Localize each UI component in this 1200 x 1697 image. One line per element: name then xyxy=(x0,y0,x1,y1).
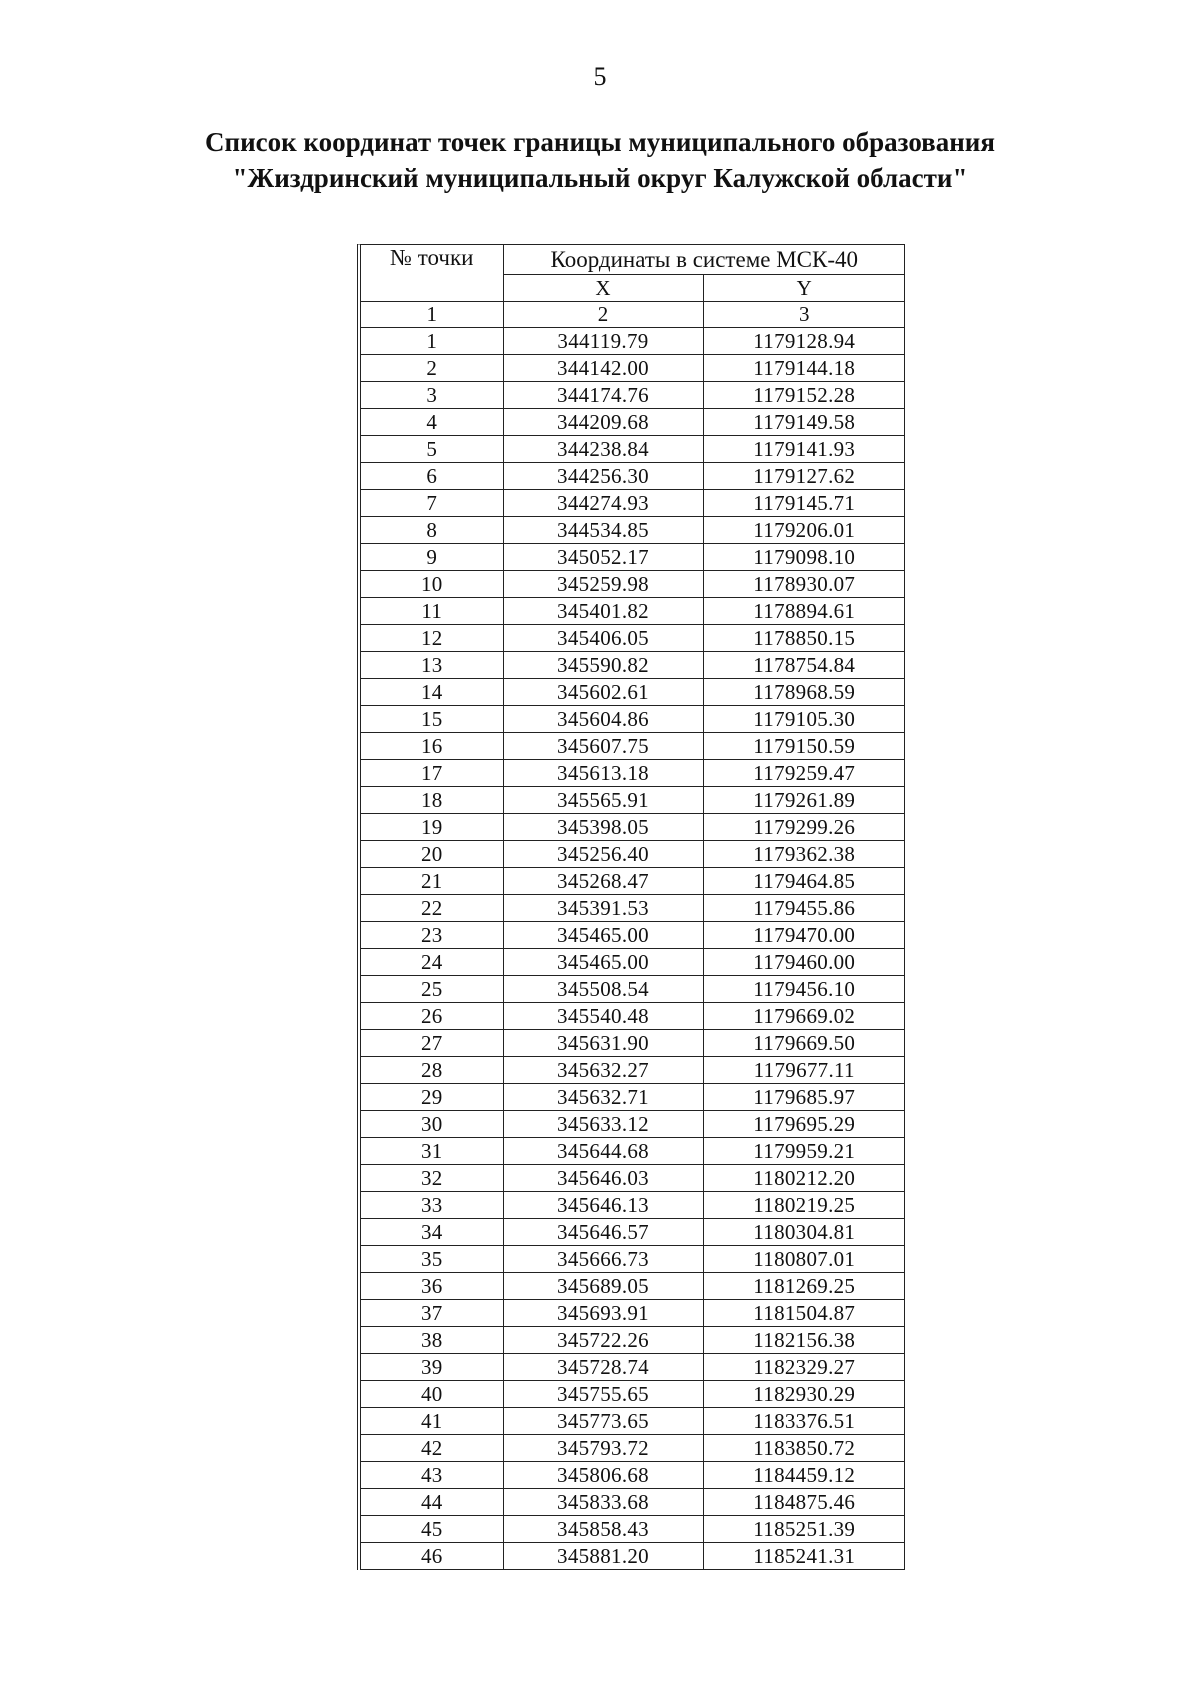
table-row xyxy=(361,598,905,625)
y-coordinate-cell: 1179141.93 xyxy=(703,436,905,463)
point-number-cell: 16 xyxy=(361,733,503,760)
point-number-cell: 45 xyxy=(361,1516,503,1543)
y-coordinate-cell: 1179362.38 xyxy=(703,841,905,868)
column-number-3: 3 xyxy=(703,302,905,328)
point-number-cell: 14 xyxy=(361,679,503,706)
point-number-cell: 7 xyxy=(361,490,503,517)
point-number-cell: 1 xyxy=(361,328,503,355)
table-row xyxy=(361,355,905,382)
x-coordinate-cell: 345793.72 xyxy=(503,1435,703,1462)
title-line-2: "Жиздринский муниципальный округ Калужской области" xyxy=(232,163,968,193)
y-coordinate-cell: 1179128.94 xyxy=(703,328,905,355)
table-row xyxy=(361,436,905,463)
x-coordinate-cell: 345540.48 xyxy=(503,1003,703,1030)
point-number-cell: 17 xyxy=(361,760,503,787)
point-number-cell: 11 xyxy=(361,598,503,625)
point-number-cell: 29 xyxy=(361,1084,503,1111)
y-coordinate-cell: 1180807.01 xyxy=(703,1246,905,1273)
x-coordinate-cell: 345631.90 xyxy=(503,1030,703,1057)
y-coordinate-cell: 1178930.07 xyxy=(703,571,905,598)
table-row xyxy=(361,841,905,868)
point-number-cell: 22 xyxy=(361,895,503,922)
x-coordinate-cell: 345391.53 xyxy=(503,895,703,922)
y-coordinate-cell: 1184875.46 xyxy=(703,1489,905,1516)
x-coordinate-cell: 345508.54 xyxy=(503,976,703,1003)
y-coordinate-cell: 1183376.51 xyxy=(703,1408,905,1435)
x-coordinate-cell: 345632.27 xyxy=(503,1057,703,1084)
y-coordinate-cell: 1185241.31 xyxy=(703,1543,905,1570)
table-row xyxy=(361,679,905,706)
table-row xyxy=(361,490,905,517)
table-row xyxy=(361,1138,905,1165)
y-coordinate-cell: 1179669.02 xyxy=(703,1003,905,1030)
y-coordinate-cell: 1178894.61 xyxy=(703,598,905,625)
x-coordinate-cell: 345646.03 xyxy=(503,1165,703,1192)
y-coordinate-cell: 1179127.62 xyxy=(703,463,905,490)
x-coordinate-cell: 345613.18 xyxy=(503,760,703,787)
y-coordinate-cell: 1179206.01 xyxy=(703,517,905,544)
point-number-cell: 8 xyxy=(361,517,503,544)
point-number-cell: 33 xyxy=(361,1192,503,1219)
point-number-cell: 34 xyxy=(361,1219,503,1246)
table-row xyxy=(361,544,905,571)
x-coordinate-cell: 344119.79 xyxy=(503,328,703,355)
y-coordinate-cell: 1179261.89 xyxy=(703,787,905,814)
x-coordinate-cell: 345632.71 xyxy=(503,1084,703,1111)
y-coordinate-cell: 1179677.11 xyxy=(703,1057,905,1084)
y-coordinate-cell: 1179144.18 xyxy=(703,355,905,382)
point-number-cell: 35 xyxy=(361,1246,503,1273)
table-row xyxy=(361,1192,905,1219)
point-number-cell: 44 xyxy=(361,1489,503,1516)
point-number-cell: 25 xyxy=(361,976,503,1003)
x-coordinate-cell: 345755.65 xyxy=(503,1381,703,1408)
y-coordinate-cell: 1179455.86 xyxy=(703,895,905,922)
table-row xyxy=(361,1219,905,1246)
header-y: Y xyxy=(703,275,905,302)
x-coordinate-cell: 345722.26 xyxy=(503,1327,703,1354)
column-number-2: 2 xyxy=(503,302,703,328)
y-coordinate-cell: 1179098.10 xyxy=(703,544,905,571)
title-line-1: Список координат точек границы муниципального образования xyxy=(205,127,995,157)
x-coordinate-cell: 345646.13 xyxy=(503,1192,703,1219)
table-row xyxy=(361,868,905,895)
table-row xyxy=(361,1300,905,1327)
point-number-cell: 2 xyxy=(361,355,503,382)
y-coordinate-cell: 1179152.28 xyxy=(703,382,905,409)
point-number-cell: 6 xyxy=(361,463,503,490)
point-number-cell: 43 xyxy=(361,1462,503,1489)
x-coordinate-cell: 345806.68 xyxy=(503,1462,703,1489)
x-coordinate-cell: 345398.05 xyxy=(503,814,703,841)
y-coordinate-cell: 1179695.29 xyxy=(703,1111,905,1138)
x-coordinate-cell: 345259.98 xyxy=(503,571,703,598)
point-number-cell: 13 xyxy=(361,652,503,679)
table-row xyxy=(361,571,905,598)
header-x: X xyxy=(503,275,703,302)
y-coordinate-cell: 1179959.21 xyxy=(703,1138,905,1165)
table-row xyxy=(361,733,905,760)
x-coordinate-cell: 344274.93 xyxy=(503,490,703,517)
point-number-cell: 39 xyxy=(361,1354,503,1381)
y-coordinate-cell: 1181269.25 xyxy=(703,1273,905,1300)
point-number-cell: 18 xyxy=(361,787,503,814)
table-row xyxy=(361,1246,905,1273)
y-coordinate-cell: 1182156.38 xyxy=(703,1327,905,1354)
y-coordinate-cell: 1180212.20 xyxy=(703,1165,905,1192)
y-coordinate-cell: 1179150.59 xyxy=(703,733,905,760)
x-coordinate-cell: 345268.47 xyxy=(503,868,703,895)
y-coordinate-cell: 1179460.00 xyxy=(703,949,905,976)
point-number-cell: 46 xyxy=(361,1543,503,1570)
x-coordinate-cell: 345833.68 xyxy=(503,1489,703,1516)
point-number-cell: 37 xyxy=(361,1300,503,1327)
table-row xyxy=(361,1030,905,1057)
x-coordinate-cell: 345644.68 xyxy=(503,1138,703,1165)
x-coordinate-cell: 345858.43 xyxy=(503,1516,703,1543)
table-row xyxy=(361,1489,905,1516)
x-coordinate-cell: 345607.75 xyxy=(503,733,703,760)
table-row xyxy=(361,1381,905,1408)
point-number-cell: 5 xyxy=(361,436,503,463)
table-row xyxy=(361,895,905,922)
y-coordinate-cell: 1179470.00 xyxy=(703,922,905,949)
y-coordinate-cell: 1179145.71 xyxy=(703,490,905,517)
table-row xyxy=(361,463,905,490)
x-coordinate-cell: 345406.05 xyxy=(503,625,703,652)
table-row xyxy=(361,1111,905,1138)
document-title xyxy=(0,124,1200,196)
x-coordinate-cell: 344209.68 xyxy=(503,409,703,436)
point-number-cell: 28 xyxy=(361,1057,503,1084)
point-number-cell: 4 xyxy=(361,409,503,436)
x-coordinate-cell: 345689.05 xyxy=(503,1273,703,1300)
y-coordinate-cell: 1179456.10 xyxy=(703,976,905,1003)
column-number-1: 1 xyxy=(361,302,503,328)
table-row xyxy=(361,1462,905,1489)
x-coordinate-cell: 345604.86 xyxy=(503,706,703,733)
x-coordinate-cell: 344174.76 xyxy=(503,382,703,409)
table-row xyxy=(361,1273,905,1300)
point-number-cell: 36 xyxy=(361,1273,503,1300)
x-coordinate-cell: 345465.00 xyxy=(503,922,703,949)
table-row xyxy=(361,976,905,1003)
table-row xyxy=(361,517,905,544)
point-number-cell: 15 xyxy=(361,706,503,733)
table-row xyxy=(361,922,905,949)
y-coordinate-cell: 1178968.59 xyxy=(703,679,905,706)
point-number-cell: 40 xyxy=(361,1381,503,1408)
y-coordinate-cell: 1180219.25 xyxy=(703,1192,905,1219)
x-coordinate-cell: 345728.74 xyxy=(503,1354,703,1381)
table-row xyxy=(361,1165,905,1192)
x-coordinate-cell: 344534.85 xyxy=(503,517,703,544)
coordinates-table-frame xyxy=(357,244,905,1570)
point-number-cell: 19 xyxy=(361,814,503,841)
y-coordinate-cell: 1182930.29 xyxy=(703,1381,905,1408)
y-coordinate-cell: 1180304.81 xyxy=(703,1219,905,1246)
table-row xyxy=(361,382,905,409)
point-number-cell: 32 xyxy=(361,1165,503,1192)
table-row xyxy=(361,1516,905,1543)
y-coordinate-cell: 1179149.58 xyxy=(703,409,905,436)
y-coordinate-cell: 1183850.72 xyxy=(703,1435,905,1462)
header-coordinates: Координаты в системе МСК-40 xyxy=(503,245,905,275)
point-number-cell: 9 xyxy=(361,544,503,571)
table-row xyxy=(361,1003,905,1030)
page-number: 5 xyxy=(593,62,607,91)
point-number-cell: 27 xyxy=(361,1030,503,1057)
y-coordinate-cell: 1179259.47 xyxy=(703,760,905,787)
table-body xyxy=(361,328,905,1570)
point-number-cell: 20 xyxy=(361,841,503,868)
table-row xyxy=(361,1543,905,1570)
y-coordinate-cell: 1184459.12 xyxy=(703,1462,905,1489)
x-coordinate-cell: 344142.00 xyxy=(503,355,703,382)
point-number-cell: 38 xyxy=(361,1327,503,1354)
x-coordinate-cell: 345633.12 xyxy=(503,1111,703,1138)
x-coordinate-cell: 344256.30 xyxy=(503,463,703,490)
y-coordinate-cell: 1179105.30 xyxy=(703,706,905,733)
x-coordinate-cell: 344238.84 xyxy=(503,436,703,463)
table-row xyxy=(361,625,905,652)
point-number-cell: 10 xyxy=(361,571,503,598)
table-row xyxy=(361,1435,905,1462)
header-point-number: № точки xyxy=(361,245,503,302)
x-coordinate-cell: 345590.82 xyxy=(503,652,703,679)
x-coordinate-cell: 345565.91 xyxy=(503,787,703,814)
point-number-cell: 30 xyxy=(361,1111,503,1138)
y-coordinate-cell: 1181504.87 xyxy=(703,1300,905,1327)
y-coordinate-cell: 1185251.39 xyxy=(703,1516,905,1543)
point-number-cell: 3 xyxy=(361,382,503,409)
y-coordinate-cell: 1182329.27 xyxy=(703,1354,905,1381)
table-row xyxy=(361,1057,905,1084)
y-coordinate-cell: 1179299.26 xyxy=(703,814,905,841)
table-row xyxy=(361,1408,905,1435)
x-coordinate-cell: 345465.00 xyxy=(503,949,703,976)
point-number-cell: 23 xyxy=(361,922,503,949)
table-row xyxy=(361,1354,905,1381)
point-number-cell: 21 xyxy=(361,868,503,895)
coordinates-table xyxy=(361,245,905,1570)
table-row xyxy=(361,652,905,679)
table-row xyxy=(361,949,905,976)
x-coordinate-cell: 345693.91 xyxy=(503,1300,703,1327)
y-coordinate-cell: 1178754.84 xyxy=(703,652,905,679)
x-coordinate-cell: 345646.57 xyxy=(503,1219,703,1246)
table-row xyxy=(361,706,905,733)
x-coordinate-cell: 345773.65 xyxy=(503,1408,703,1435)
table-row xyxy=(361,409,905,436)
y-coordinate-cell: 1179464.85 xyxy=(703,868,905,895)
point-number-cell: 41 xyxy=(361,1408,503,1435)
table-row xyxy=(361,1327,905,1354)
table-row xyxy=(361,760,905,787)
x-coordinate-cell: 345881.20 xyxy=(503,1543,703,1570)
table-row xyxy=(361,787,905,814)
point-number-cell: 26 xyxy=(361,1003,503,1030)
x-coordinate-cell: 345256.40 xyxy=(503,841,703,868)
x-coordinate-cell: 345401.82 xyxy=(503,598,703,625)
point-number-cell: 42 xyxy=(361,1435,503,1462)
y-coordinate-cell: 1179685.97 xyxy=(703,1084,905,1111)
y-coordinate-cell: 1178850.15 xyxy=(703,625,905,652)
table-row xyxy=(361,1084,905,1111)
point-number-cell: 31 xyxy=(361,1138,503,1165)
point-number-cell: 24 xyxy=(361,949,503,976)
table-row xyxy=(361,328,905,355)
x-coordinate-cell: 345666.73 xyxy=(503,1246,703,1273)
table-row xyxy=(361,814,905,841)
x-coordinate-cell: 345602.61 xyxy=(503,679,703,706)
x-coordinate-cell: 345052.17 xyxy=(503,544,703,571)
point-number-cell: 12 xyxy=(361,625,503,652)
y-coordinate-cell: 1179669.50 xyxy=(703,1030,905,1057)
